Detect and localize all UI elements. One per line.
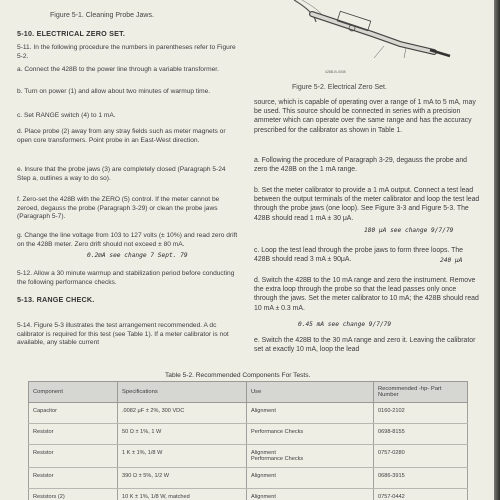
table-cell: Resistor xyxy=(29,424,118,445)
paragraph-5-14: 5-14. Figure 5-3 illustrates the test arrangement recommended. A dc calibrator is required for this test (see Table 1). If a meter calibrator is not available, any stable current xyxy=(17,322,229,347)
table-cell: 0757-0442 xyxy=(374,489,468,500)
table-cell: Performance Checks xyxy=(247,424,374,445)
table-cell: Resistor xyxy=(29,445,118,468)
table-cell: 0698-8155 xyxy=(374,424,468,445)
handwritten-note-g: 0.2mA see change 7 Sept. 79 xyxy=(87,252,188,259)
column-header: Specifications xyxy=(118,382,247,403)
components-table xyxy=(28,381,468,500)
table-cell: .0082 μF ± 2%, 300 VDC xyxy=(118,403,247,424)
table-5-2-title: Table 5-2. Recommended Components For Tests. xyxy=(165,372,311,379)
table-row xyxy=(29,468,468,489)
step-a-left: a. Connect the 428B to the power line through a variable transformer. xyxy=(17,66,219,73)
table-cell: Resistors (2) xyxy=(29,489,118,500)
table-cell: 0757-0280 xyxy=(374,445,468,468)
step-c-right: c. Loop the test lead through the probe jaws to form three loops. The 428B should read 3 mA ± 90μA. xyxy=(254,247,464,264)
table-cell: 0160-2102 xyxy=(374,403,468,424)
column-header: Use xyxy=(247,382,374,403)
table-cell: 50 Ω ± 1%, 1 W xyxy=(118,424,247,445)
step-f-left: f. Zero-set the 428B with the ZERO (5) control. If the meter cannot be zeroed, degauss the probe (Paragraph 3-29) or clean the probe jaws (Paragraph 5-7). xyxy=(17,196,220,221)
step-c-left: c. Set RANGE switch (4) to 1 mA. xyxy=(17,112,116,119)
step-b-left: b. Turn on power (1) and allow about two minutes of warmup time. xyxy=(17,88,211,95)
table-cell: Alignment Performance Checks xyxy=(247,445,374,468)
step-e-left: e. Insure that the probe jaws (3) are completely closed (Paragraph 5-24 Step a, outlines a way to do so). xyxy=(17,166,226,182)
table-cell: Alignment xyxy=(247,403,374,424)
section-5-10-heading: 5-10. ELECTRICAL ZERO SET. xyxy=(17,29,126,38)
table-cell: 1 K ± 1%, 1/8 W xyxy=(118,445,247,468)
step-d-right: d. Switch the 428B to the 10 mA range and zero the instrument. Remove the extra loop through the probe so that the lead passes only once through the jaws. Set the meter calibrator to 10 mA; the 428B should read 10 mA ± 0.3 mA. xyxy=(254,277,479,312)
column-header: Recommended -hp- Part Number xyxy=(374,382,468,403)
table-row xyxy=(29,403,468,424)
figure-5-1-caption: Figure 5-1. Cleaning Probe Jaws. xyxy=(50,12,154,19)
handwritten-note-c: 240 μA xyxy=(440,257,463,264)
step-e-right: e. Switch the 428B to the 30 mA range and zero it. Leaving the calibrator set at exactly 10 mA, loop the lead xyxy=(254,337,476,354)
figure-5-2-caption: Figure 5-2. Electrical Zero Set. xyxy=(292,84,387,91)
table-cell: Capacitor xyxy=(29,403,118,424)
table-cell: Alignment xyxy=(247,468,374,489)
step-a-right: a. Following the procedure of Paragraph 3-29, degauss the probe and zero the 428B on the 1 mA range. xyxy=(254,157,467,174)
table-row xyxy=(29,445,468,468)
figure-id-label: 428B-B-0008 xyxy=(325,70,346,74)
table-row xyxy=(29,424,468,445)
table-cell: 10 K ± 1%, 1/8 W, matched xyxy=(118,489,247,500)
table-cell: Alignment xyxy=(247,489,374,500)
step-g-left: g. Change the line voltage from 103 to 127 volts (± 10%) and read zero drift on the 428B meter. Zero drift should not exceed ± 80 mA. xyxy=(17,232,238,248)
section-5-13-heading: 5-13. RANGE CHECK. xyxy=(17,295,95,304)
paragraph-5-12: 5-12. Allow a 30 minute warmup and stabilization period before conducting the following performance checks. xyxy=(17,270,235,286)
handwritten-note-d: 0.45 mA see change 9/7/79 xyxy=(298,321,392,328)
paragraph-5-11: 5-11. In the following procedure the numbers in parentheses refer to Figure 5-2. xyxy=(17,44,236,60)
handwritten-note-b: 180 μA see change 9/7/79 xyxy=(364,227,454,234)
table-cell: 0686-3915 xyxy=(374,468,468,489)
table-header-row xyxy=(29,382,468,403)
step-b-right: b. Set the meter calibrator to provide a 1 mA output. Connect a test lead between the output terminals of the meter calibrator and loop the test lead through the probe jaws (one loop). See Figure 3-3 and Figure 5-3. The 428B should read 1 mA ± 30 μA. xyxy=(254,187,480,222)
paragraph-continued: source, which is capable of operating over a range of 1 mA to 5 mA, may be used. This source should be connected in series with a precision ammeter which can operate over the same range and has the accuracy prescribed for the calibrator as shown in Table 1. xyxy=(254,99,476,134)
table-row xyxy=(29,489,468,500)
step-d-left: d. Place probe (2) away from any stray fields such as meter magnets or open core transformers. Point probe in an East-West direction. xyxy=(17,128,226,144)
table-cell: Resistor xyxy=(29,468,118,489)
column-header: Component xyxy=(29,382,118,403)
page-edge-shadow xyxy=(494,0,500,500)
table-cell: 390 Ω ± 5%, 1/2 W xyxy=(118,468,247,489)
